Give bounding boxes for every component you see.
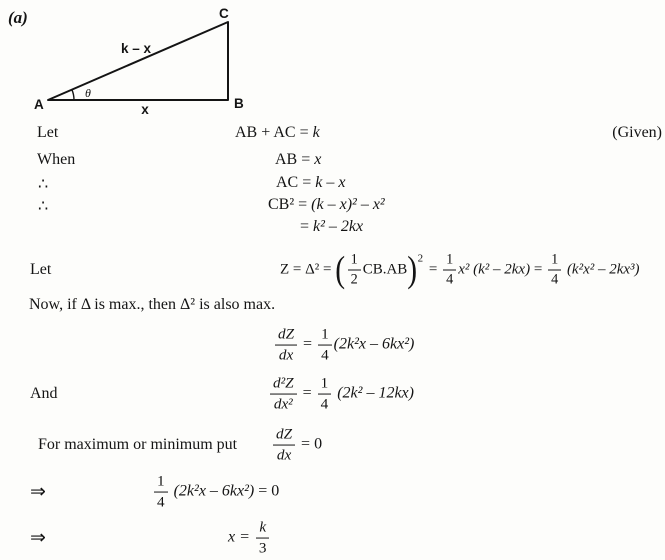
math-run: Z = Δ² =	[280, 261, 336, 278]
step-word: For maximum or minimum put	[38, 436, 238, 453]
equation	[235, 124, 320, 142]
math-run: (k²x² – 2kx³)	[563, 261, 640, 278]
denominator: 4	[321, 346, 329, 364]
math-run: x² (k² – 2kx)	[458, 261, 531, 278]
math-run: AB + AC =	[235, 124, 313, 141]
angle-theta-label: θ	[85, 86, 91, 100]
superscript: 2	[417, 252, 424, 265]
equation	[228, 520, 272, 557]
math-run: k	[312, 124, 320, 141]
step-when	[0, 151, 665, 173]
step-cb-expanded	[0, 218, 665, 240]
numerator: 1	[154, 474, 168, 493]
math-run: AC =	[276, 174, 316, 191]
math-run: (2k² – 12kx)	[333, 385, 414, 402]
triangle-diagram	[30, 6, 260, 118]
numerator: 1	[348, 253, 361, 271]
math-run: (2k²x – 6kx²)	[169, 483, 255, 500]
step-word: Let	[30, 261, 52, 278]
fraction	[270, 376, 297, 413]
numerator: 1	[548, 253, 561, 271]
fraction	[548, 253, 561, 288]
denominator: dx²	[273, 395, 293, 413]
step-second-derivative	[0, 371, 665, 417]
numerator: 1	[443, 253, 456, 271]
step-word: And	[30, 385, 58, 402]
equation	[268, 376, 414, 413]
denominator: 2	[350, 271, 358, 288]
equation	[271, 427, 322, 464]
note-max	[0, 296, 665, 318]
numerator: dZ	[275, 327, 297, 346]
note-text: Now, if Δ is max., then Δ² is also max.	[29, 296, 276, 313]
math-run: =	[300, 218, 314, 235]
step-word: When	[37, 151, 76, 168]
fraction	[318, 327, 332, 364]
math-run: x =	[228, 529, 254, 546]
math-run: (2k²x – 6kx²)	[333, 336, 415, 353]
open-paren: (	[335, 249, 346, 291]
denominator: dx	[276, 446, 292, 464]
math-run: =	[530, 261, 547, 278]
denominator: dx	[278, 346, 294, 364]
denominator: 4	[551, 271, 559, 288]
step-ac	[0, 174, 665, 196]
step-cb-squared	[0, 196, 665, 218]
math-run: = 0	[297, 436, 323, 453]
denominator: 4	[157, 493, 165, 511]
therefore-symbol: ∴	[38, 198, 49, 215]
equation	[152, 474, 279, 511]
fraction	[443, 253, 456, 288]
part-label: (a)	[8, 8, 28, 27]
step-first-derivative	[0, 324, 665, 366]
denominator: 4	[446, 271, 454, 288]
math-run: x	[314, 151, 322, 168]
fraction	[348, 253, 361, 288]
math-run: (k – x)² – x²	[311, 196, 385, 213]
math-run: CB.AB	[362, 261, 408, 278]
math-run: =	[299, 336, 317, 353]
numerator: d²Z	[270, 376, 297, 395]
implies-arrow: ⇒	[30, 527, 46, 549]
denominator: 4	[320, 395, 329, 413]
math-run: k – x	[315, 174, 346, 191]
side-ab-label: x	[141, 102, 149, 117]
vertex-c-label: C	[219, 6, 229, 21]
equation	[276, 174, 345, 192]
vertex-a-label: A	[34, 97, 44, 112]
math-run: k² – 2kx	[313, 218, 364, 235]
fraction	[275, 327, 297, 364]
denominator: 3	[258, 539, 267, 557]
implies-arrow: ⇒	[30, 481, 46, 503]
close-paren: )	[407, 249, 418, 291]
angle-arc	[72, 90, 74, 100]
math-run: =	[425, 261, 442, 278]
given-note: (Given)	[612, 124, 662, 141]
fraction	[273, 427, 295, 464]
fraction	[256, 520, 270, 557]
step-implies-solution	[0, 517, 665, 559]
step-implies-equation	[0, 471, 665, 513]
equation	[275, 151, 321, 169]
numerator: 1	[318, 376, 332, 395]
numerator: 1	[318, 327, 332, 346]
fraction	[318, 376, 332, 413]
step-given	[0, 124, 665, 146]
vertex-b-label: B	[234, 96, 244, 111]
math-run: = 0	[254, 483, 280, 500]
numerator: k	[256, 520, 269, 539]
numerator: dZ	[273, 427, 295, 446]
fraction	[154, 474, 168, 511]
math-run: AB =	[275, 151, 315, 168]
equation	[300, 218, 363, 236]
step-z-definition	[0, 249, 665, 291]
triangle-outline	[48, 22, 228, 100]
side-ac-label: k – x	[120, 41, 152, 56]
equation	[273, 327, 414, 364]
step-maxmin-condition	[0, 424, 665, 466]
step-word: Let	[37, 124, 59, 141]
math-run: CB² =	[268, 196, 312, 213]
therefore-symbol: ∴	[38, 176, 49, 193]
math-run: =	[298, 385, 316, 402]
equation	[280, 249, 640, 291]
equation	[268, 196, 385, 214]
